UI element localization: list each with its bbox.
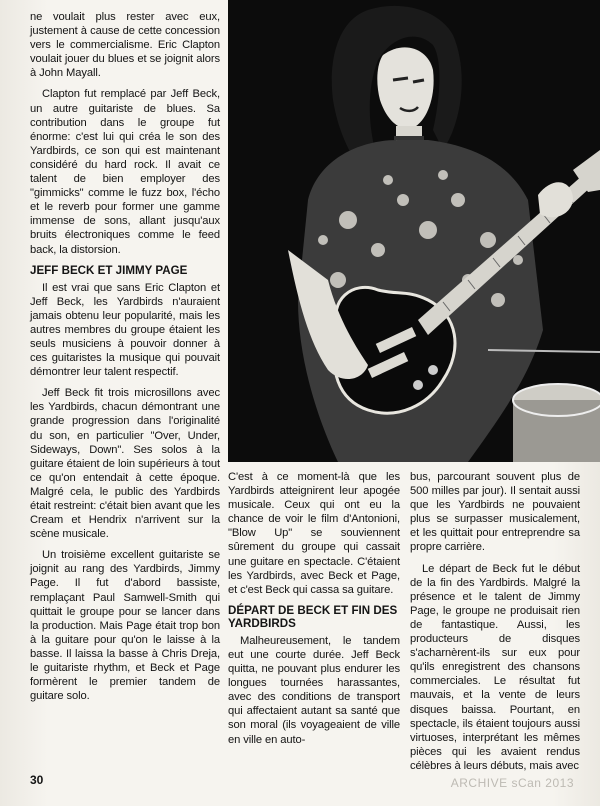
section-heading: JEFF BECK ET JIMMY PAGE [30,263,188,277]
paragraph: Jeff Beck fit trois microsillons avec les Yardbirds, chacun démontrant une grande progression dans l'originalité du son, en particulier "Over, Under, Sideways, Down". Ses solos à la guitare étaient de loin supérieurs à tout ce qu'on entendait à cette époque. Malgré cela, le public des Yardbirds était restreint: c'était bien avant que les Cream et Hendrix n'arrivent sur la scène musicale. [30,387,220,541]
paragraph: Malheureusement, le tandem eut une courte durée. Jeff Beck quitta, ne pouvant plus endurer les longues tournées harassantes, avec des conditions de transport qui affectaient autant sa santé que son moral (ils voyageaient de ville en ville en auto- [228,634,400,746]
paragraph: Le départ de Beck fut le début de la fin des Yardbirds. Malgré la présence et le talent de Jimmy Page, le groupe ne produisait rien de fantastique. Aussi, les producteurs de disques s'acharnèrent-ils sur eux pour qu'ils enregistrent des chansons commerciales. Le résultat fut mauvais, et la vente de leurs disques baissa. Pourtant, en spectacle, ils étaient toujours aussi virtuoses, interprétant les mêmes pièces qui les avaient rendus célèbres à leurs débuts, mais avec [410,562,580,772]
guitarist-photo-icon [228,0,600,462]
text-column-middle [228,470,400,754]
paragraph: ne voulait plus rester avec eux, justement à cause de cette concession vers le commercialisme. Eric Clapton voulait jouer du blues et se joignit alors à John Mayall. [30,11,220,80]
paragraph: Clapton fut remplacé par Jeff Beck, un autre guitariste de blues. Sa contribution dans le groupe fut énorme: c'est lui qui créa le son des Yardbirds, ce son qui est maintenant considéré du hard rock. Il avait ce talent de bien employer des "gimmicks" comme le fuzz box, l'écho et le reverb pour former une gamme immense de sons, allant jusqu'aux bruits électroniques comme le feed back, la distorsion. [30,88,220,256]
paragraph: Un troisième excellent guitariste se joignit au rang des Yardbirds, Jimmy Page. Il fut d'abord bassiste, remplaçant Paul Samwell-Smith qui quittait le groupe pour se lancer dans la production. Mais Page était trop bon à la guitare pour qu'on le laisse à la basse. Il laissa la basse à Chris Dreja, le guitariste rhythm, et Beck et Page formèrent le premier tandem de guitare solo. [30,549,220,703]
paragraph: bus, parcourant souvent plus de 500 milles par jour). Il sentait aussi que les Yardbirds ne pouvaient plus se surpasser musicalement, et les quittait pour entreprendre sa propre carrière. [410,471,580,554]
page-number: 30 [30,773,44,787]
paragraph: Il est vrai que sans Eric Clapton et Jeff Beck, les Yardbirds n'auraient jamais obtenu leur popularité, mais les autres membres du groupe étaient les seuls musiciens à pouvoir donner à ces guitaristes la musique qui pouvait démontrer leur talent respectif. [30,281,220,379]
guitarist-photo [228,0,600,462]
text-column-left [30,10,220,710]
paragraph: C'est à ce moment-là que les Yardbirds atteignirent leur apogée musicale. Ceux qui ont eu la chance de voir le film d'Antonioni, "Blow Up" se souviennent sûrement du groupe qui cassait une guitare en spectacle. C'étaient les Yardbirds, avec Beck et Page, et c'est Beck qui cassa sa guitare. [228,471,400,596]
scan-watermark: ARCHIVE sCan 2013 [450,776,574,790]
text-column-right [410,470,580,780]
section-heading: DÉPART DE BECK ET FIN DES YARDBIRDS [228,603,398,630]
